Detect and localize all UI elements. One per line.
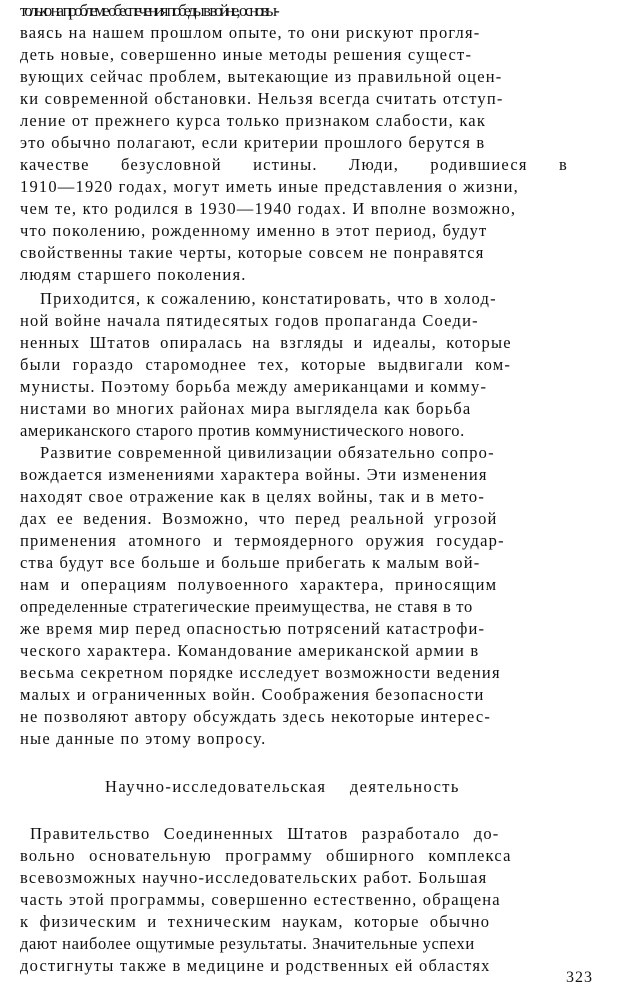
text-line: ваясь на нашем прошлом опыте, то они рискуют прогля- — [20, 23, 481, 42]
text-line: всевозможных научно-исследовательских работ. Большая — [20, 868, 488, 887]
text-line: вующих сейчас проблем, вытекающие из правильной оцен- — [20, 67, 503, 86]
text-line: вождается изменениями характера войны. Эти изменения — [20, 465, 488, 484]
text-line: дают наиболее ощутимые результаты. Значительные успехи — [20, 934, 475, 953]
text-line: нам и операциям полувоенного характера, приносящим — [20, 575, 498, 594]
text-line: Правительство Соединенных Штатов разработало до- — [30, 824, 500, 843]
page-number: 323 — [566, 969, 593, 986]
text-line: ческого характера. Командование американской армии в — [20, 641, 480, 660]
text-line: американского старого против коммунистического нового. — [20, 421, 465, 440]
text-line: деть новые, совершенно иные методы решения сущест- — [20, 45, 473, 64]
section-heading: Научно-исследовательская деятельность — [105, 777, 460, 796]
text-line: не позволяют автору обсуждать здесь некоторые интерес- — [20, 707, 492, 726]
text-line: что поколению, рожденному именно в этот период, будут — [20, 221, 488, 240]
text-line: к физическим и техническим наукам, которые обычно — [20, 912, 491, 931]
text-line: нистами во многих районах мира выглядела как борьба — [20, 399, 472, 418]
text-line: дах ее ведения. Возможно, что перед реальной угрозой — [20, 509, 498, 528]
text-line: чем те, кто родился в 1930—1940 годах. И вполне возможно, — [20, 199, 517, 218]
text-line: вольно основательную программу обширного комплекса — [20, 846, 512, 865]
text-line: малых и ограниченных войн. Соображения безопасности — [20, 685, 485, 704]
text-line: Развитие современной цивилизации обязательно сопро- — [40, 443, 495, 462]
text-line: 1910—1920 годах, могут иметь иные представления о жизни, — [20, 177, 519, 196]
text-line: весьма секретном порядке исследует возможности ведения — [20, 663, 501, 682]
text-line: качестве безусловной истины. Люди, родившиеся в — [20, 155, 568, 174]
text-line: ные данные по этому вопросу. — [20, 729, 267, 748]
text-line: людям старшего поколения. — [20, 265, 247, 284]
text-line: Приходится, к сожалению, констатировать, что в холод- — [40, 289, 497, 308]
text-line: часть этой программы, совершенно естественно, обращена — [20, 890, 501, 909]
text-line: применения атомного и термоядерного оружия государ- — [20, 531, 505, 550]
text-line: ной войне начала пятидесятых годов пропаганда Соеди- — [20, 311, 479, 330]
text-line: ства будут все больше и больше прибегать к малым вой- — [20, 553, 481, 572]
text-line: ки современной обстановки. Нельзя всегда считать отступ- — [20, 89, 504, 108]
text-line: же время мир перед опасностью потрясений катастрофи- — [20, 619, 486, 638]
text-line: это обычно полагают, если критерии прошлого берутся в — [20, 133, 486, 152]
text-line: ненных Штатов опиралась на взгляды и идеалы, которые — [20, 333, 512, 352]
text-line: находят свое отражение как в целях войны, так и в мето- — [20, 487, 486, 506]
text-line: были гораздо старомоднее тех, которые выдвигали ком- — [20, 355, 512, 374]
text-line: достигнуты также в медицине и родственных ей областях — [20, 956, 491, 975]
text-line: определенные стратегические преимущества, не ставя в то — [20, 597, 473, 616]
text-line: мунисты. Поэтому борьба между американцами и комму- — [20, 377, 488, 396]
text-line: только на проблеме обеспечения победы в войне, основы- — [20, 1, 277, 20]
text-line: свойственны такие черты, которые совсем не понравятся — [20, 243, 485, 262]
text-line: ление от прежнего курса только признаком слабости, как — [20, 111, 487, 130]
